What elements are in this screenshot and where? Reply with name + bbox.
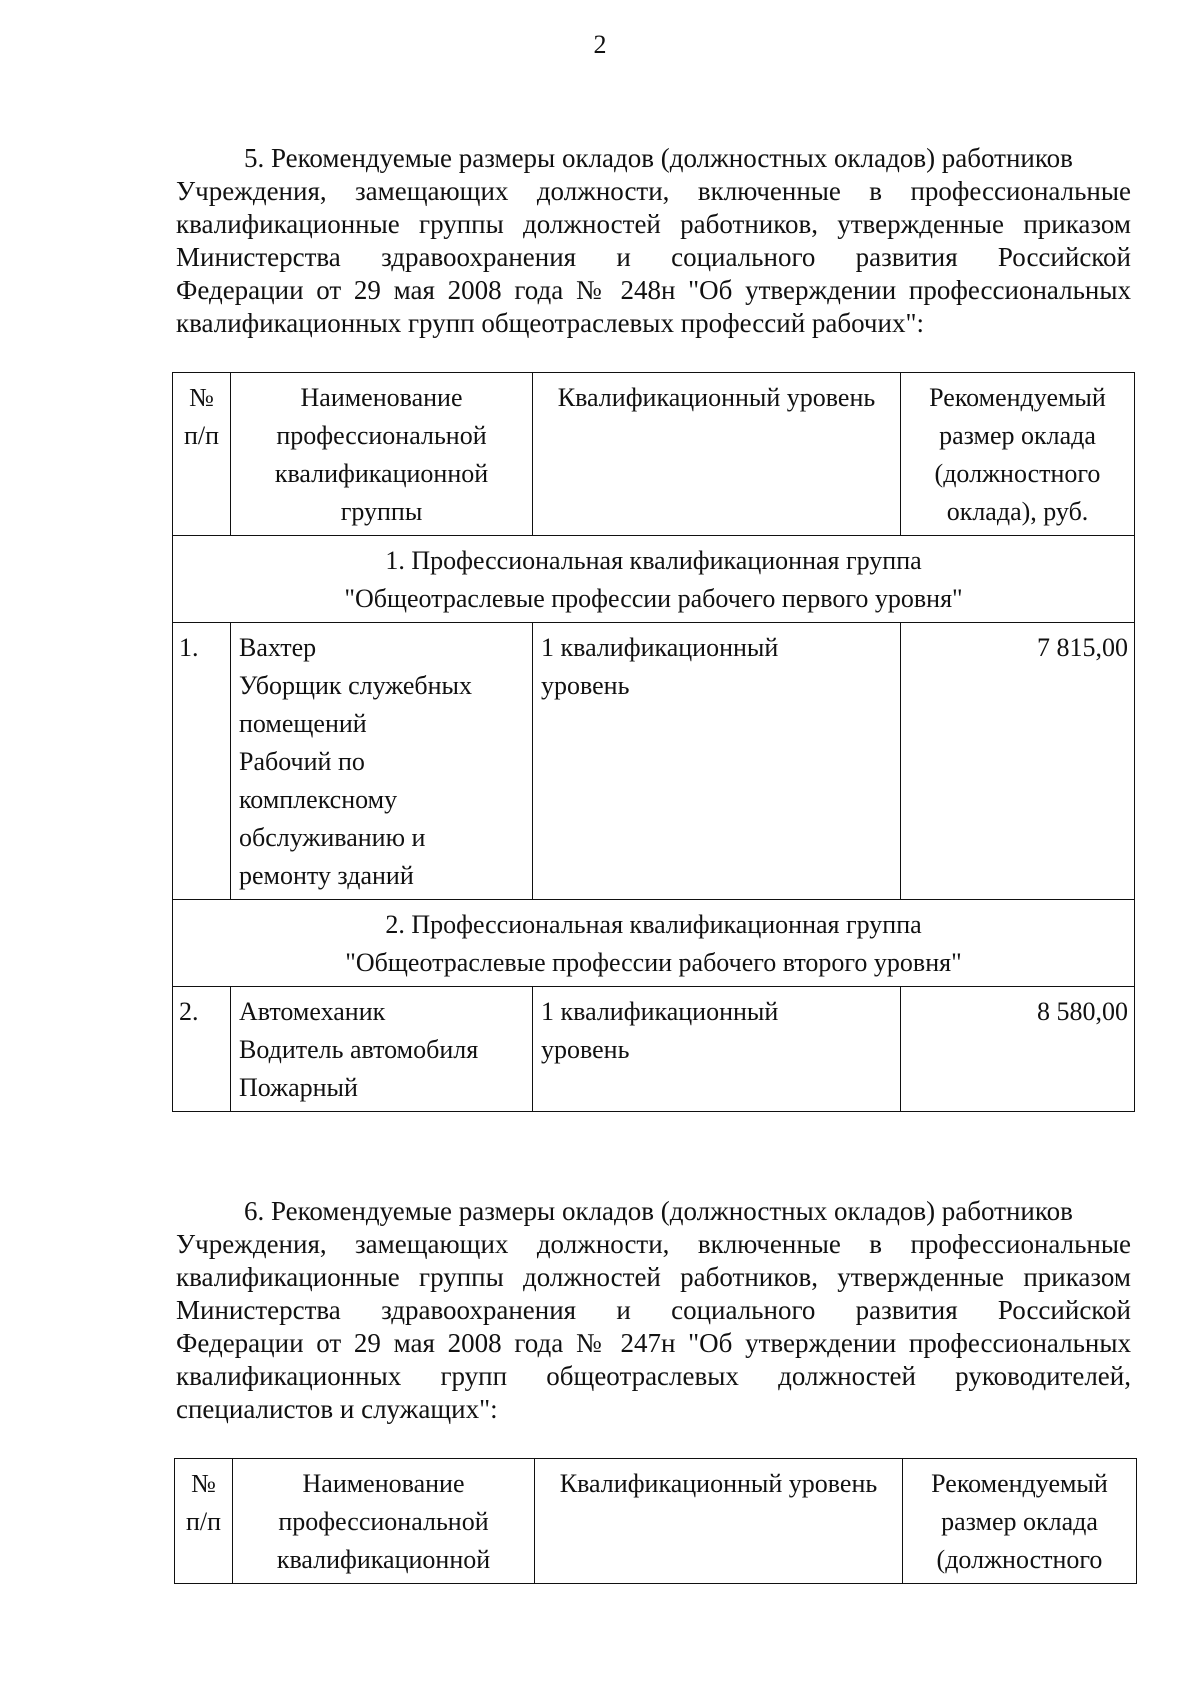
header-group-name: Наименование профессиональной квалификационной: [233, 1459, 535, 1584]
row-number: 2.: [173, 987, 231, 1112]
paragraph-line: квалификационные группы должностей работников, утвержденные приказом: [176, 1262, 1131, 1292]
group-title-row: [173, 536, 1135, 623]
salary-table-workers: [172, 372, 1135, 1112]
table-header-row: [173, 373, 1135, 536]
paragraph-line: Министерства здравоохранения и социального развития Российской: [176, 242, 1131, 272]
paragraph-line: Федерации от 29 мая 2008 года № 247н "Об утверждении профессиональных: [176, 1328, 1131, 1358]
row-salary: 8 580,00: [901, 987, 1135, 1112]
header-number: № п/п: [175, 1459, 233, 1584]
row-positions: Автомеханик Водитель автомобиля Пожарный: [231, 987, 533, 1112]
paragraph-line: 6. Рекомендуемые размеры окладов (должностных окладов) работников: [244, 1196, 1073, 1226]
table-row: [173, 987, 1135, 1112]
header-group-name: Наименование профессиональной квалификационной группы: [231, 373, 533, 536]
row-positions: Вахтер Уборщик служебных помещений Рабочий по комплексному обслуживанию и ремонту зданий: [231, 623, 533, 900]
header-qualification-level: Квалификационный уровень: [533, 373, 901, 536]
row-qualification-level: 1 квалификационный уровень: [533, 987, 901, 1112]
header-qualification-level: Квалификационный уровень: [535, 1459, 903, 1584]
salary-table-employees: [174, 1458, 1137, 1584]
table-header-row: [175, 1459, 1137, 1584]
section-6-paragraph: [176, 1195, 1131, 1426]
table-row: [173, 623, 1135, 900]
paragraph-line: Федерации от 29 мая 2008 года № 248н "Об утверждении профессиональных: [176, 275, 1131, 305]
paragraph-line: специалистов и служащих":: [176, 1394, 498, 1424]
row-salary: 7 815,00: [901, 623, 1135, 900]
paragraph-line: квалификационных групп общеотраслевых профессий рабочих":: [176, 308, 924, 338]
group-title: 2. Профессиональная квалификационная группа "Общеотраслевые профессии рабочего второго уровня": [173, 900, 1135, 987]
paragraph-line: Учреждения, замещающих должности, включенные в профессиональные: [176, 1229, 1131, 1259]
paragraph-line: Учреждения, замещающих должности, включенные в профессиональные: [176, 176, 1131, 206]
page-number: 2: [593, 30, 607, 59]
group-title: 1. Профессиональная квалификационная группа "Общеотраслевые профессии рабочего первого уровня": [173, 536, 1135, 623]
row-number: 1.: [173, 623, 231, 900]
paragraph-line: Министерства здравоохранения и социального развития Российской: [176, 1295, 1131, 1325]
paragraph-line: 5. Рекомендуемые размеры окладов (должностных окладов) работников: [244, 143, 1073, 173]
group-title-row: [173, 900, 1135, 987]
section-5-paragraph: [176, 142, 1131, 340]
header-salary: Рекомендуемый размер оклада (должностного оклада), руб.: [901, 373, 1135, 536]
header-number: № п/п: [173, 373, 231, 536]
header-salary: Рекомендуемый размер оклада (должностного: [903, 1459, 1137, 1584]
paragraph-line: квалификационные группы должностей работников, утвержденные приказом: [176, 209, 1131, 239]
paragraph-line: квалификационных групп общеотраслевых должностей руководителей,: [176, 1361, 1131, 1391]
row-qualification-level: 1 квалификационный уровень: [533, 623, 901, 900]
